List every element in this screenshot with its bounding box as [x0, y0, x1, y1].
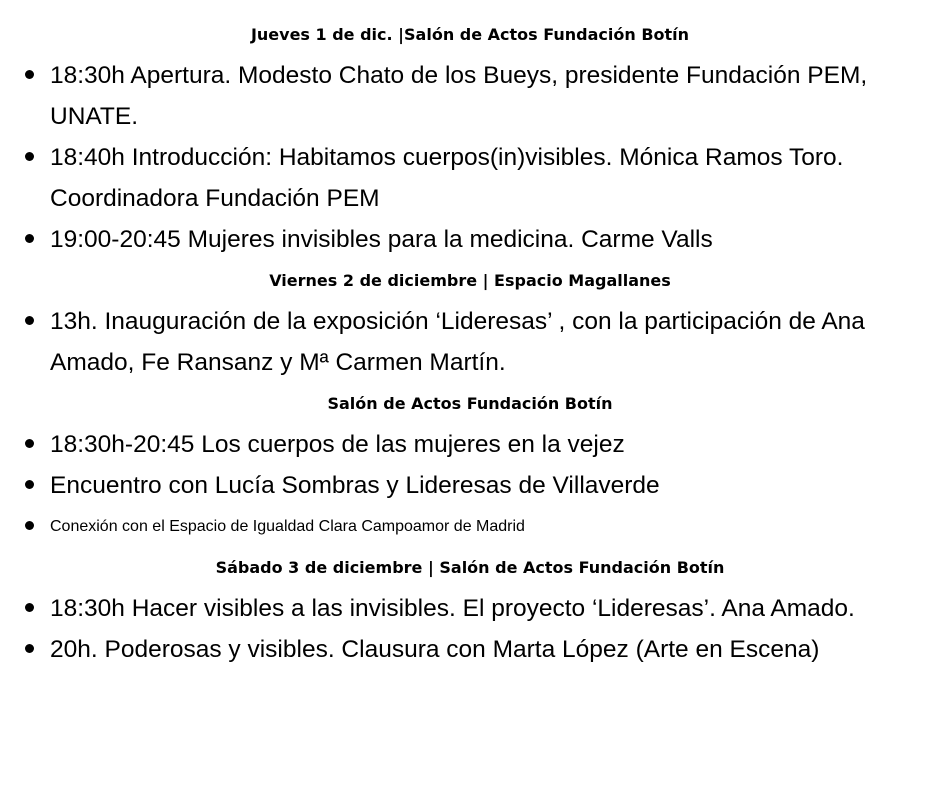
agenda-item — [0, 424, 940, 465]
agenda-item-text: 20h. Poderosas y visibles. Clausura con Marta López (Arte en Escena) — [50, 636, 820, 663]
agenda-item-text: 13h. Inauguración de la exposición ‘Lideresas’ , con la participación de Ana Amado, Fe Ransanz y Mª Carmen Martín. — [50, 308, 865, 376]
agenda-item-text: 18:30h Apertura. Modesto Chato de los Bueys, presidente Fundación PEM, UNATE. — [50, 62, 868, 130]
agenda-list-jueves — [0, 55, 940, 260]
agenda-list-salon-botin — [0, 424, 940, 547]
bullet-icon — [25, 316, 34, 325]
bullet-icon — [25, 234, 34, 243]
agenda-item — [0, 629, 940, 670]
agenda-item — [0, 55, 940, 137]
section-heading-jueves: Jueves 1 de dic. |Salón de Actos Fundación Botín — [250, 25, 690, 44]
bullet-icon — [25, 480, 34, 489]
agenda-item-text: 18:40h Introducción: Habitamos cuerpos(in)visibles. Mónica Ramos Toro. Coordinadora Fundación PEM — [50, 144, 844, 212]
agenda-list-viernes — [0, 301, 940, 383]
agenda-item — [0, 465, 940, 506]
agenda-item-text: 18:30h Hacer visibles a las invisibles. El proyecto ‘Lideresas’. Ana Amado. — [50, 595, 855, 622]
bullet-icon — [25, 603, 34, 612]
section-heading-sabado: Sábado 3 de diciembre | Salón de Actos Fundación Botín — [215, 558, 725, 577]
agenda-list-sabado — [0, 588, 940, 670]
agenda-item — [0, 137, 940, 219]
agenda-item — [0, 506, 940, 547]
agenda-page — [0, 14, 940, 670]
section-heading-salon-botin: Salón de Actos Fundación Botín — [327, 394, 613, 413]
agenda-item-text: 18:30h-20:45 Los cuerpos de las mujeres en la vejez — [50, 431, 625, 458]
bullet-icon — [25, 644, 34, 653]
bullet-icon — [25, 439, 34, 448]
agenda-item-text: Conexión con el Espacio de Igualdad Clara Campoamor de Madrid — [50, 518, 525, 535]
section-heading-viernes: Viernes 2 de diciembre | Espacio Magallanes — [269, 271, 671, 290]
bullet-icon — [25, 70, 34, 79]
agenda-item — [0, 301, 940, 383]
agenda-item-text: 19:00-20:45 Mujeres invisibles para la medicina. Carme Valls — [50, 226, 713, 253]
agenda-item-text: Encuentro con Lucía Sombras y Lideresas de Villaverde — [50, 472, 660, 499]
agenda-item — [0, 219, 940, 260]
bullet-icon — [25, 521, 34, 530]
agenda-item — [0, 588, 940, 629]
bullet-icon — [25, 152, 34, 161]
